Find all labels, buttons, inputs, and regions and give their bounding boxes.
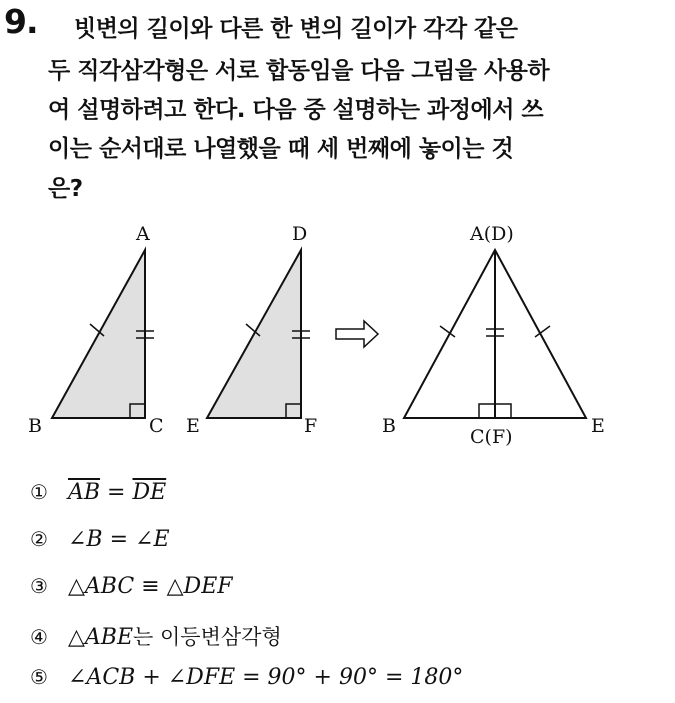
isosceles-triangle-abe bbox=[382, 223, 605, 448]
question-text-line-2: 두 직각삼각형은 서로 합동임을 다음 그림을 사용하 bbox=[48, 58, 550, 84]
question-text-line-3: 여 설명하려고 한다. 다음 중 설명하는 과정에서 쓰 bbox=[48, 97, 544, 123]
equals-sign: = bbox=[100, 480, 133, 505]
segment-ab: $\overline{AB}$ bbox=[68, 480, 101, 505]
choice-text: ∠B = ∠E bbox=[68, 527, 170, 552]
label-f: F bbox=[304, 415, 318, 437]
label-a: A bbox=[136, 223, 150, 245]
choice-text: △ABC ≡ △DEF bbox=[68, 574, 233, 599]
choice-number: ③ bbox=[30, 574, 48, 598]
choice-number: ⑤ bbox=[30, 665, 48, 689]
arrow-icon bbox=[336, 321, 378, 347]
label-b-combined: B bbox=[382, 415, 396, 437]
label-d: D bbox=[292, 223, 308, 245]
question-text-line-1: 빗변의 길이와 다른 한 변의 길이가 각각 같은 bbox=[74, 16, 518, 42]
choice-5[interactable] bbox=[30, 665, 463, 690]
triangle-def bbox=[186, 223, 317, 437]
choice-2[interactable] bbox=[30, 527, 170, 552]
label-a-d: A(D) bbox=[470, 223, 514, 245]
segment-de: $\overline{DE}$ bbox=[132, 480, 167, 505]
choice-4[interactable] bbox=[30, 621, 282, 651]
question-text-line-4: 이는 순서대로 나열했을 때 세 번째에 놓이는 것 bbox=[48, 136, 514, 162]
choice-korean-text: 는 이등변삼각형 bbox=[133, 625, 282, 649]
label-e: E bbox=[186, 415, 200, 437]
question-number: 9. bbox=[4, 2, 38, 41]
label-c: C bbox=[149, 415, 164, 437]
choice-number: ① bbox=[30, 480, 48, 504]
choice-number: ② bbox=[30, 527, 48, 551]
choice-number: ④ bbox=[30, 625, 48, 649]
label-c-f: C(F) bbox=[470, 426, 513, 448]
choice-1[interactable] bbox=[30, 480, 166, 505]
triangle-figure bbox=[0, 210, 675, 465]
choice-3[interactable] bbox=[30, 574, 233, 599]
triangle-abc bbox=[28, 223, 164, 437]
question-text-line-5: 은? bbox=[48, 176, 83, 202]
choice-math: △ABE bbox=[68, 625, 134, 650]
label-e-combined: E bbox=[591, 415, 605, 437]
label-b: B bbox=[28, 415, 42, 437]
choice-text: ∠ACB + ∠DFE = 90° + 90° = 180° bbox=[68, 665, 464, 690]
